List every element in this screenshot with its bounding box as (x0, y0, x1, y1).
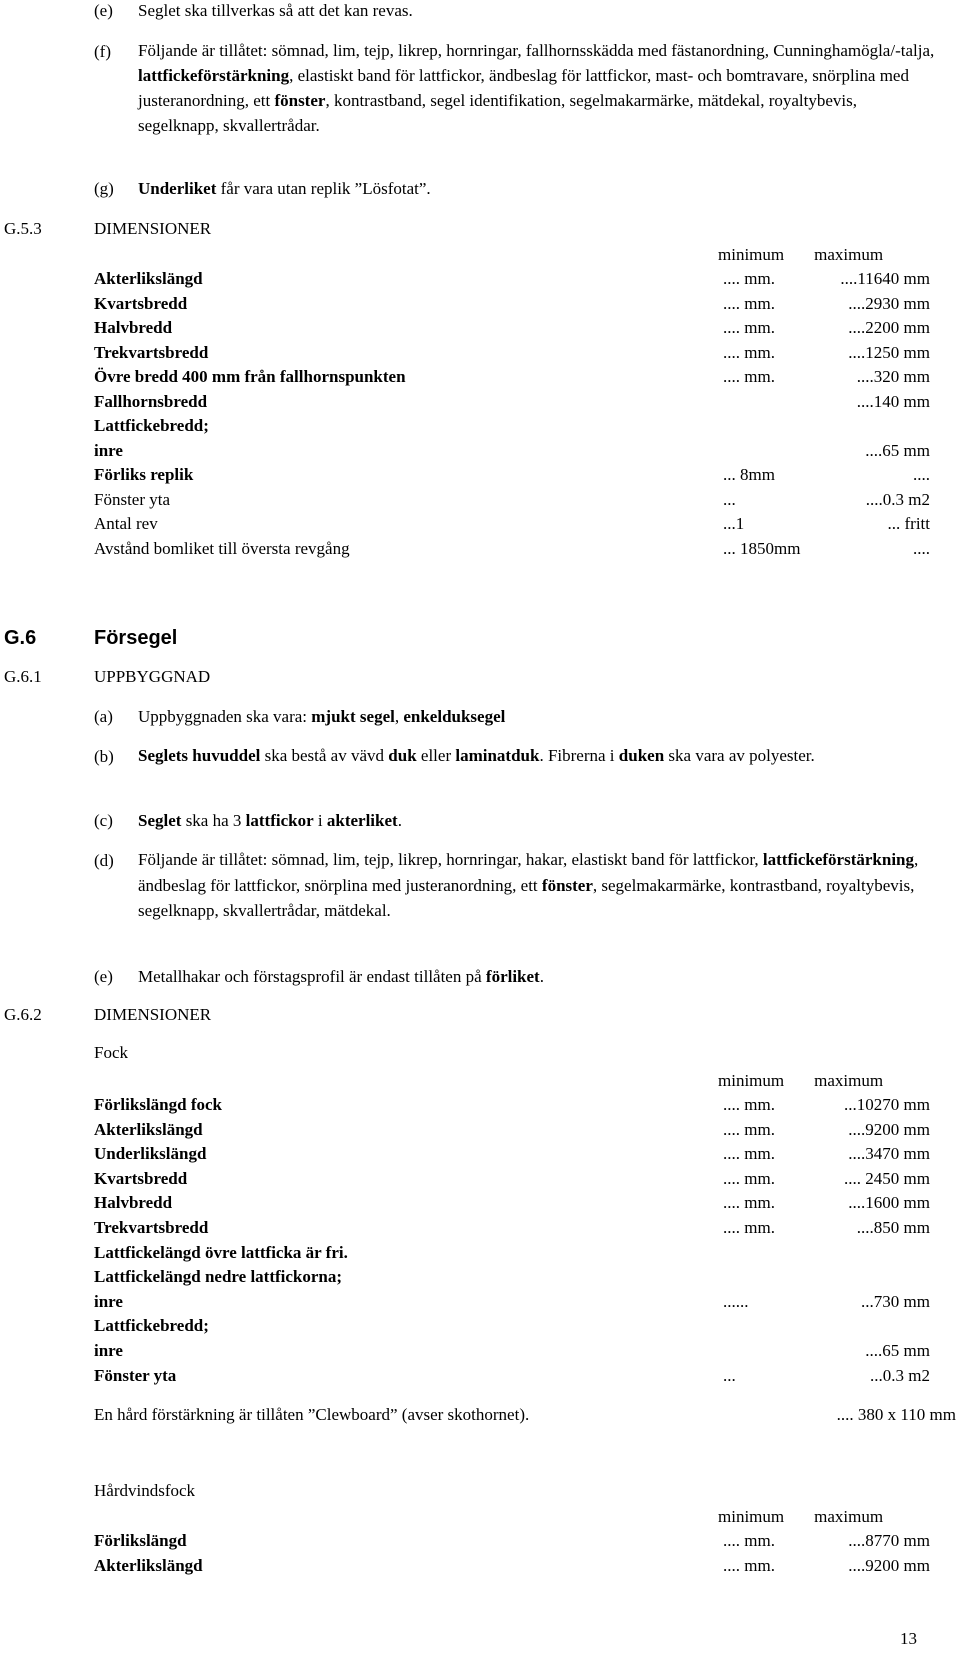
g61-b-text: Seglets huvuddel ska bestå av vävd duk eller laminatduk. Fibrerna i duken ska vara av polyester. (138, 746, 815, 765)
page-number: 13 (900, 1629, 917, 1648)
dimension-label: Avstånd bomliket till översta revgång (94, 538, 350, 558)
dimension-label: Halvbredd (94, 1193, 173, 1213)
dimension-max: ....2930 mm (848, 293, 930, 313)
item-g-bold: Underliket (138, 179, 217, 198)
dimension-label: Kvartsbredd (94, 1168, 188, 1188)
dimension-max: ....850 mm (856, 1218, 930, 1237)
dimension-min: .... mm. (723, 1556, 775, 1575)
dimension-label: Akterlikslängd (94, 269, 203, 288)
g53-head-max: maximum (814, 245, 884, 264)
dimension-max: ....9200 mm (848, 1556, 930, 1575)
dimension-max: .... (913, 465, 930, 484)
dimension-max: ....1250 mm (848, 342, 930, 362)
dimension-label: Lattfickelängd nedre lattfickorna; (94, 1267, 343, 1287)
dimension-label: inre (94, 1341, 123, 1360)
g61-c-mark: (c) (94, 811, 113, 830)
dimension-min: ... 1850mm (723, 538, 801, 558)
dimension-label: Förlikslängd (94, 1531, 187, 1550)
g61-a-text: Uppbyggnaden ska vara: mjukt segel, enkelduksegel (138, 707, 506, 726)
clewboard-value: .... 380 x 110 mm (836, 1405, 956, 1424)
dimension-label: Lattfickelängd övre lattficka är fri. (94, 1242, 348, 1262)
dimension-label: inre (94, 440, 123, 460)
dimension-max: ....65 mm (865, 440, 930, 460)
dimension-max: ....1600 mm (848, 1193, 930, 1213)
dimension-label: Övre bredd 400 mm från fallhornspunkten (94, 367, 406, 386)
dimension-label: Fallhornsbredd (94, 391, 208, 411)
g61-e-mark: (e) (94, 967, 113, 986)
dimension-max: ....2200 mm (848, 318, 930, 337)
dimension-max: ...10270 mm (844, 1095, 930, 1114)
dimension-min: .... mm. (723, 269, 775, 288)
section-title-g53: DIMENSIONER (94, 219, 212, 238)
dimension-max: ....11640 mm (840, 269, 930, 288)
dimension-max: ....140 mm (856, 391, 930, 411)
dimension-min: .... mm. (723, 1531, 775, 1550)
g61-b-mark: (b) (94, 747, 114, 766)
dimension-label: Trekvartsbredd (94, 1218, 209, 1237)
g61-a-mark: (a) (94, 707, 113, 726)
dimension-min: .... mm. (723, 1168, 775, 1188)
item-e-mark: (e) (94, 1, 113, 20)
dimension-max: ....0.3 m2 (865, 489, 930, 509)
section-title-g61: UPPBYGGNAD (94, 667, 211, 686)
hard-head-min: minimum (718, 1507, 785, 1526)
dimension-min: .... mm. (723, 293, 775, 313)
section-number-g62: G.6.2 (4, 1005, 42, 1024)
dimension-label: Akterlikslängd (94, 1556, 203, 1575)
g62-head-max: maximum (814, 1071, 884, 1090)
dimension-max: .... (913, 538, 930, 558)
section-number-g53: G.5.3 (4, 219, 42, 238)
item-f-mark: (f) (94, 42, 111, 61)
dimension-min: .... mm. (723, 1218, 775, 1237)
dimension-min: ... (723, 489, 736, 509)
section-title-g6: Försegel (94, 627, 178, 649)
item-g-rest: får vara utan replik ”Lösfotat”. (220, 179, 431, 198)
dimension-label: Antal rev (94, 514, 158, 533)
dimension-min: .... mm. (723, 318, 775, 337)
g61-d-mark: (d) (94, 851, 114, 870)
dimension-min: ...... (723, 1291, 749, 1311)
hardvindsfock-title: Hårdvindsfock (94, 1481, 196, 1500)
dimension-min: .... mm. (723, 1144, 775, 1164)
dimension-max: .... 2450 mm (844, 1168, 930, 1188)
dimension-label: Kvartsbredd (94, 293, 188, 313)
hard-column-head (718, 1506, 883, 1527)
item-e-text: Seglet ska tillverkas så att det kan revas. (138, 1, 413, 20)
g61-d-text: Följande är tillåtet: sömnad, lim, tejp, likrep, hornringar, hakar, elastiskt band för lattfickor, lattfickeförstärkning, ändbeslag för lattfickor, snörplina med justeranordning, ett fönster, segelmakarmärke, kontrastband, royaltybevis, segelknapp, skvallertrådar, mätdekal. (138, 850, 919, 920)
dimension-label: Trekvartsbredd (94, 342, 209, 362)
dimension-min: .... mm. (723, 1095, 775, 1114)
dimension-min: .... mm. (723, 342, 775, 362)
dimension-max: ...0.3 m2 (870, 1365, 930, 1385)
dimension-max: ... fritt (887, 514, 930, 533)
dimension-min: .... mm. (723, 367, 775, 386)
dimension-min: ... 8mm (723, 465, 775, 484)
dimension-label: Fönster yta (94, 1365, 177, 1385)
g53-column-head (718, 244, 883, 265)
dimension-label: inre (94, 1291, 123, 1311)
dimension-label: Underlikslängd (94, 1144, 207, 1164)
item-g-mark: (g) (94, 179, 114, 198)
dimension-label: Lattfickebredd; (94, 1316, 209, 1336)
fock-title: Fock (94, 1043, 128, 1062)
g53-head-min: minimum (718, 245, 785, 264)
clewboard-label: En hård förstärkning är tillåten ”Clewboard” (avser skothornet). (94, 1405, 530, 1424)
item-g-text (138, 178, 431, 199)
dimension-min: ...1 (723, 514, 745, 533)
g61-e-text: Metallhakar och förstagsprofil är endast tillåten på förliket. (138, 967, 544, 986)
dimension-label: Halvbredd (94, 318, 173, 337)
dimension-label: Lattfickebredd; (94, 416, 209, 435)
item-f-text: Följande är tillåtet: sömnad, lim, tejp, likrep, hornringar, fallhornsskädda med fästanordning, Cunninghamögla/-talja, lattfickeförstärkning, elastiskt band för lattfickor, ändbeslag för lattfickor, mast- och bomtravare, snörplina med justeranordning, ett fönster, kontrastband, segel identifikation, segelmakarmärke, mätdekal, royaltybevis, segelknapp, skvallertrådar. (138, 41, 935, 135)
dimension-max: ....65 mm (865, 1341, 930, 1360)
g61-c-text: Seglet ska ha 3 lattfickor i akterliket. (138, 811, 402, 830)
dimension-label: Förliks replik (94, 465, 194, 484)
dimension-max: ....8770 mm (848, 1531, 930, 1550)
dimension-max: ...730 mm (861, 1291, 930, 1311)
dimension-label: Fönster yta (94, 489, 171, 509)
dimension-max: ....3470 mm (848, 1144, 930, 1164)
dimension-max: ....9200 mm (848, 1119, 930, 1139)
dimension-max: ....320 mm (856, 367, 930, 386)
section-number-g61: G.6.1 (4, 667, 42, 686)
g62-column-head (718, 1070, 883, 1091)
hard-head-max: maximum (814, 1507, 884, 1526)
dimension-label: Förlikslängd fock (94, 1095, 222, 1114)
section-title-g62: DIMENSIONER (94, 1005, 212, 1024)
g62-head-min: minimum (718, 1071, 785, 1090)
dimension-label: Akterlikslängd (94, 1119, 203, 1139)
section-number-g6: G.6 (4, 627, 37, 649)
dimension-min: .... mm. (723, 1193, 775, 1213)
dimension-min: ... (723, 1365, 736, 1385)
dimension-min: .... mm. (723, 1119, 775, 1139)
